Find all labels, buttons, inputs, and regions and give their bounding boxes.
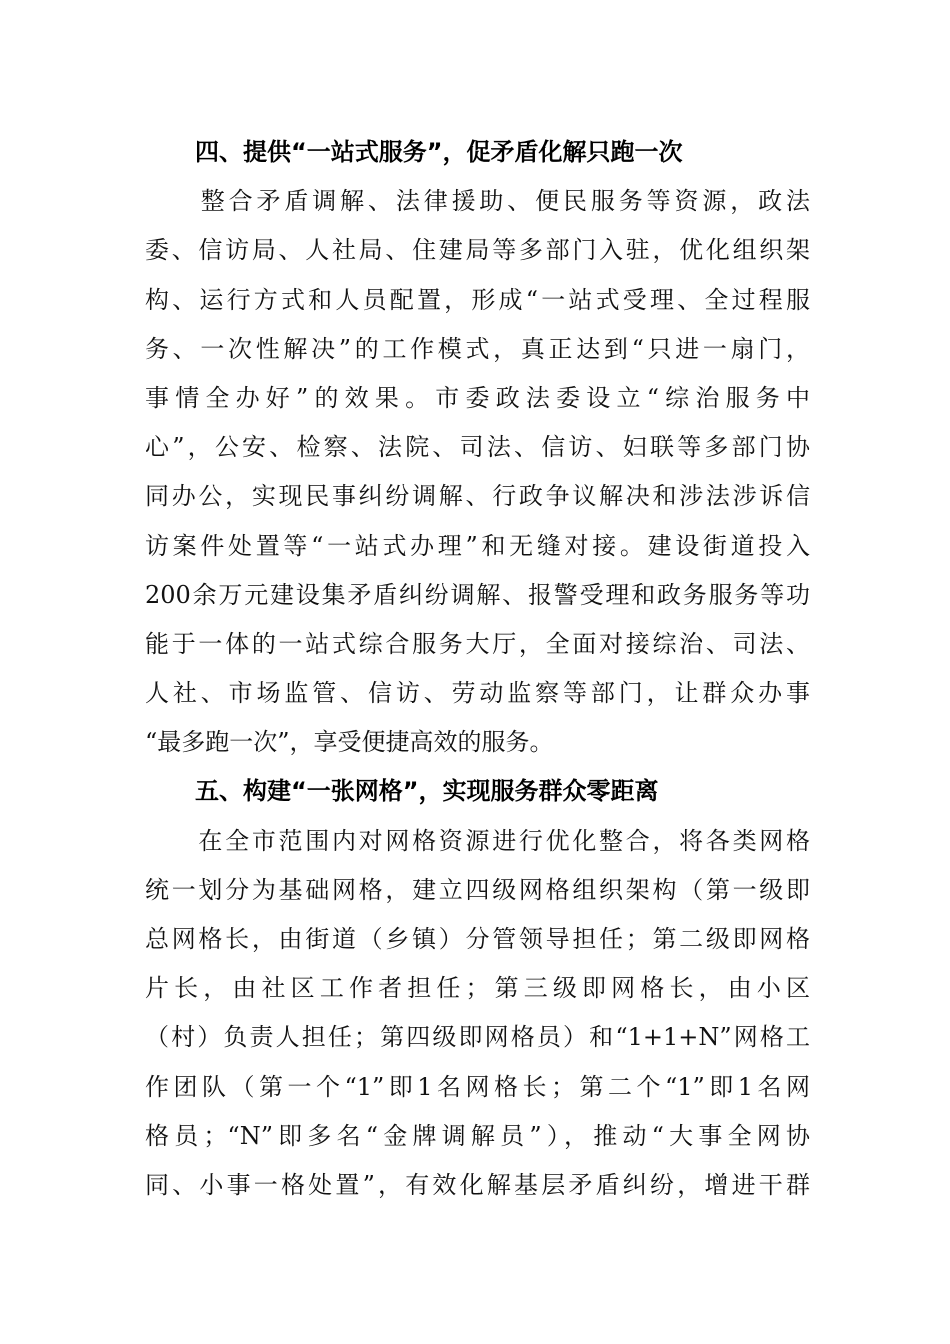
section-4-line-9: 200余万元建设集矛盾纠纷调解、报警受理和政务服务等功 [145,580,810,609]
section-5-line-1: 在全市范围内对网格资源进行优化整合，将各类网格 [145,826,810,855]
section-4-line-1: 整合矛盾调解、法律援助、便民服务等资源，政法 [145,187,810,216]
section-5-line-7: 格员；“N”即多名“金牌调解员”），推动“大事全网协 [145,1121,810,1150]
section-4-line-7: 同办公，实现民事纠纷调解、行政争议解决和涉法涉诉信 [145,482,810,511]
section-5-heading: 五、构建“一张网格”，实现服务群众零距离 [195,777,659,806]
section-4-line-6: 心”，公安、检察、法院、司法、信访、妇联等多部门协 [145,433,810,462]
section-5-line-8: 同、小事一格处置”，有效化解基层矛盾纠纷，增进干群 [145,1170,810,1199]
section-4-line-8: 访案件处置等“一站式办理”和无缝对接。建设街道投入 [145,531,810,560]
section-4-heading: 四、提供“一站式服务”，促矛盾化解只跑一次 [195,138,683,166]
section-5-line-4: 片长，由社区工作者担任；第三级即网格长，由小区 [145,974,810,1003]
section-5-line-2: 统一划分为基础网格，建立四级网格组织架构（第一级即 [145,875,810,904]
section-4-line-12: “最多跑一次”，享受便捷高效的服务。 [145,728,554,757]
section-4-line-10: 能于一体的一站式综合服务大厅，全面对接综治、司法、 [145,629,810,658]
document-body [145,128,810,1210]
section-4-line-11: 人社、市场监管、信访、劳动监察等部门，让群众办事 [145,679,810,708]
section-4-line-3: 构、运行方式和人员配置，形成“一站式受理、全过程服 [145,285,810,314]
section-4-line-2: 委、信访局、人社局、住建局等多部门入驻，优化组织架 [145,236,810,265]
section-5-line-3: 总网格长，由街道（乡镇）分管领导担任；第二级即网格 [145,925,810,953]
section-5-line-6: 作团队（第一个“1”即1名网格长；第二个“1”即1名网 [145,1072,810,1101]
section-4-line-4: 务、一次性解决”的工作模式，真正达到“只进一扇门， [145,334,810,363]
section-5-line-5: （村）负责人担任；第四级即网格员）和“1+1+N”网格工 [145,1023,810,1052]
section-4-line-5: 事情全办好”的效果。市委政法委设立“综治服务中 [145,383,810,412]
